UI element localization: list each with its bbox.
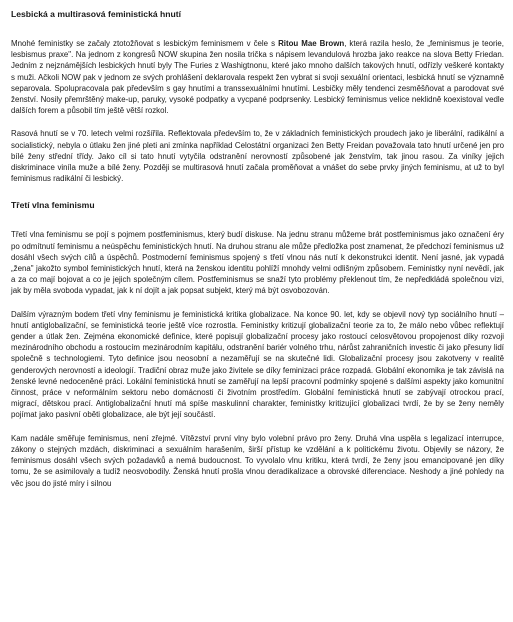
paragraph-text: , která razila heslo, že „feminismus je teorie, lesbismus praxe". Na jednom z kongresů NOW skupina žen nosila trička s nápisem levandulová hrozba jako reakce na slova Betty Friedan. Jedním z nejznámějších lesbických hnutí byly The Furies z Washigtnonu, které jako mnoho dalších takových hnutí, odřízly veškeré kontakty s muži. Ačkoli NOW pak v jednom ze svých prohlášení deklarovala respekt žen vybrat si svoji sexuální orientaci, lesbická hnutí se významně separovala. Spolupracovala pak především s gay hnutími a transsexuálními hnutími. Lesbičky měly tendenci zesměšňovat a parodovat své ženství. Nosily přemrštěný make-up, paruky, vysoké podpatky a vycpané podprsenky. Lesbický feminismus velice neklidně koexistoval vedle dalších forem a působil tím ještě větší rozkol. (11, 39, 504, 116)
paragraph-racial-movements: Rasová hnutí se v 70. letech velmi rozšířila. Reflektovala především to, že v základních feministických proudech jako je liberální, radikální a socialistický, nebyla o útlaku žen jiné pleti ani zmínka například Celostátní organizaci žen Betty Freidan považovala tato hnutí určené jen pro bílé ženy střední třídy. Jako cíl si tato hnutí vytyčila odstranění nerovností způsobené jak ženstvím, tak jinou rasou. Za viníky jejich diskriminace viníla muže a bílé ženy. Později se multirasová hnutí začala proměňovat a vnášet do sebe prvky jiných feminismu, at už to byl feminismus radikální či lesbický. (11, 129, 504, 184)
paragraph-globalization-critique: Dalším výrazným bodem třetí vlny feminismu je feministická kritika globalizace. Na konce 90. let, kdy se objevil nový typ sociálního hnutí – hnutí antiglobalizační, se feministická teorie ještě více rozrostla. Feministky kritizují globalizační teorie za to, že málo nebo vůbec reflektují gender a útlak žen. Zejména ekonomické definice, které popisují globalizační procesy jako rostoucí celosvětovou propojenost díky rozvoji mezinárodního obchodu a rostoucím mezinárodním kapitálu, odstranění bariér volného trhu, nárůst zahraničních investic či jako přesuny lidí společně s technologiemi. Tyto definice jsou neosobní a nezaměřují se na skutečné lidi. Globalizační procesy jsou zakotveny v realitě genderových nerovností a ideologií. Tradiční obraz muže jako živitele se díky feminizaci práce rozpadá. Globální ekonomika je tak závislá na ženské levné nedoceněné práci. Lokální feministická hnutí se zaměřují na lepší pracovní podmínky spojené s dalšími aspekty jako komunitní činnost, práce v neformálním sektoru nebo domácnosti či životním prostředím. Globální feministická hnutí se zabývají otrockou prací, migrací, dětskou prací. Antiglobalizační hnutí má spíše maskulinní charakter, feministky kritizující globalizaci tvrdí, že by se ženy neměly pojímat jako pasivní oběti globalizace, ale být její součástí. (11, 309, 504, 420)
paragraph-text: Mnohé feministky se začaly ztotožňovat s lesbickým feminismem v čele s (11, 39, 279, 48)
section-heading-third-wave: Třetí vlna feminismu (11, 200, 95, 211)
paragraph-postfeminism: Třetí vlna feminismu se pojí s pojmem postfeminismus, který budí diskuse. Na jednu stranu můžeme brát postfeminismus jako označení éry po odmítnutí feminismu a neúspěchu feministických hnutí. Na druhou stranu ale může předložka post znamenat, že předchozí feminismus už dosáhl všech svých cílů a úspěchů. Postmoderní feminismus spojený s třetí vlnou nás nutí k dekonstrukci identit. Není jasné, jak vypadá „žena" jakožto symbol feministických hnutí, která na ženskou identitu pohlíží mnohdy velmi odlišným způsobem. Feministky nyní nevědí, jak a za co mají bojovat a co je jejich společným cílem. Postfeminismus se snaží tyto problémy překlenout tím, že nepředkládá společnou vizi, jak by měla svoboda vypadat, jak k ní dojít a jak popsat subjekt, který má být osvobozován. (11, 230, 504, 296)
paragraph-future-of-feminism: Kam nadále směřuje feminismus, není zřejmé. Vítězství první vlny bylo volební právo pro ženy. Druhá vlna uspěla s legalizací interrupce, zákony o stejných mzdách, diskriminaci a sexuálním harašením, širší přístup ke vzdělání a k politickému životu. Objevily se názory, že feminismus dosáhl všech svých požadavků a nemá budoucnost. To vyvolalo vlnu kritiku, která tvrdí, že ženy jsou emancipované jen díky tomu, že se asimilovaly a tudíž neosvobodily. Ženská hnutí prošla vlnou deradikalizace a obrovské diferenciace. Neshody a jiné pohledy na věc jsou do jisté míry i silnou (11, 433, 504, 488)
section-heading-lesbian-multiracial: Lesbická a multirasová feministická hnutí (11, 9, 182, 19)
bold-name-rita-mae-brown: Ritou Mae Brown (278, 39, 345, 48)
paragraph-lesbian-feminism (11, 38, 504, 116)
